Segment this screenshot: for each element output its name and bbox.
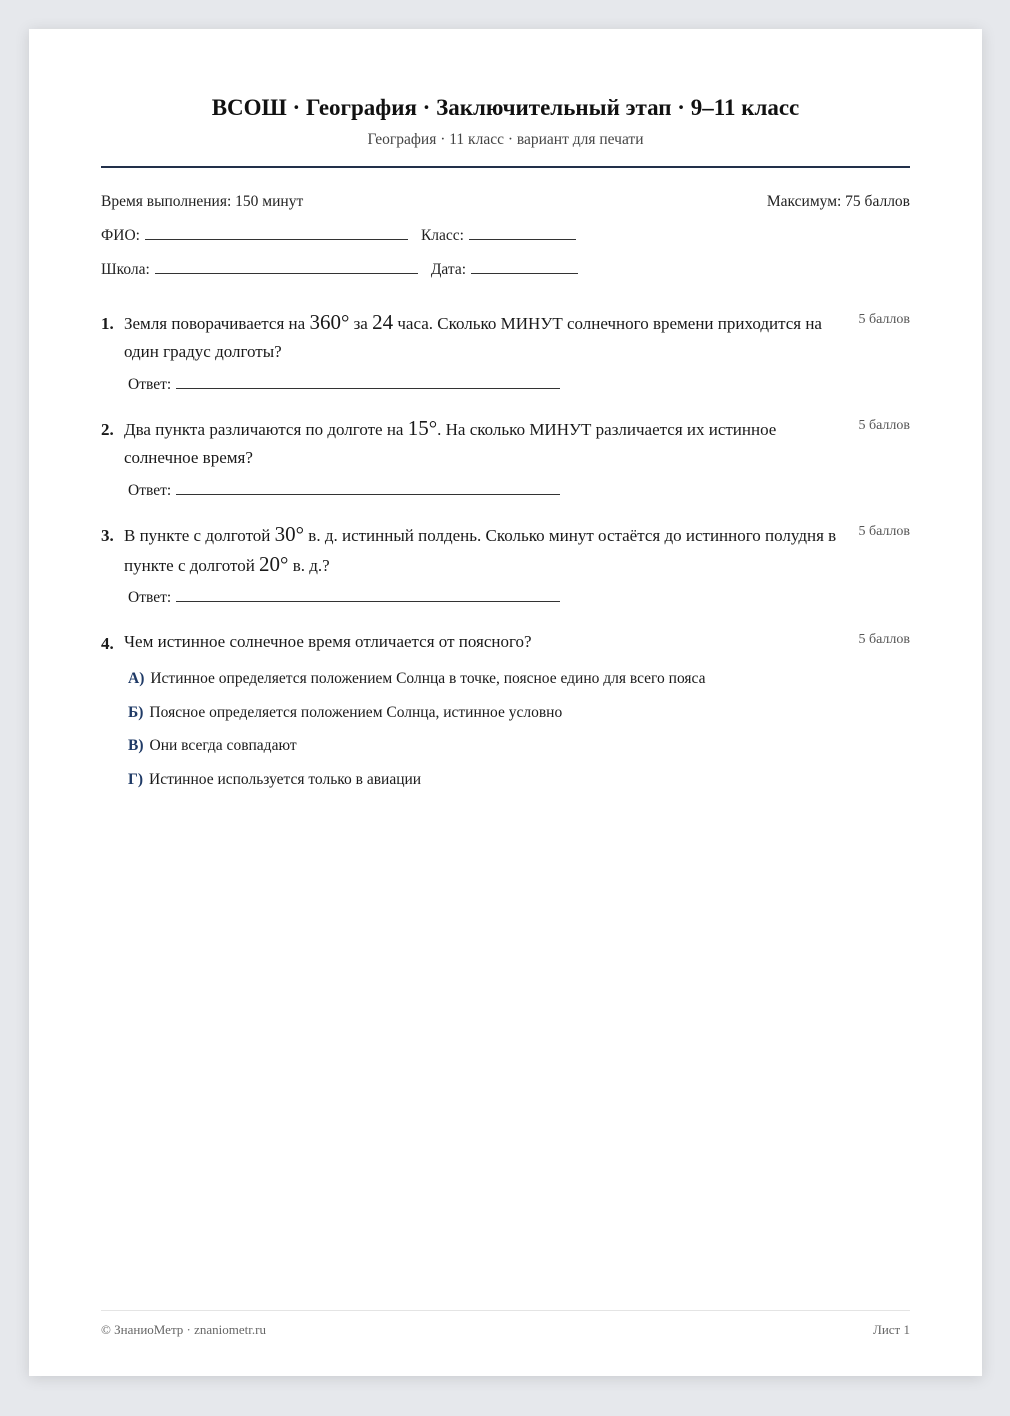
question-points: 5 баллов (858, 312, 910, 327)
answer-label: Ответ: (128, 589, 172, 606)
page-footer (101, 1322, 910, 1338)
meta-row (101, 193, 910, 211)
option-a[interactable]: А) Истинное определяется положением Солнца в точке, поясное едино для всего пояса (128, 670, 706, 687)
date-field[interactable] (471, 259, 578, 274)
question-text: В пункте с долготой 30° в. д. истинный полдень. Сколько минут остаётся до истинного полудня в пункте с долготой 20° в. д.? (124, 522, 837, 576)
form-row-1 (101, 225, 576, 245)
footer-divider (101, 1310, 910, 1311)
form-row-2 (101, 259, 578, 279)
page-subtitle: География · 11 класс · вариант для печати (367, 131, 644, 148)
time-limit: Время выполнения: 150 минут (101, 193, 304, 210)
question-text: Два пункта различаются по долготе на 15°. На сколько МИНУТ различается их истинное солнечное время? (124, 416, 777, 467)
answer-row (128, 480, 560, 500)
fio-label: ФИО: (101, 227, 140, 244)
answer-label: Ответ: (128, 376, 172, 393)
footer-copyright: © ЗнаниоМетр · znaniometr.ru (101, 1322, 266, 1337)
answer-field[interactable] (176, 587, 560, 602)
question-points: 5 баллов (858, 418, 910, 433)
fio-field[interactable] (145, 225, 408, 240)
page-number: Лист 1 (873, 1322, 910, 1337)
header-divider (101, 166, 910, 168)
question-number: 3. (101, 526, 114, 545)
question-number: 4. (101, 634, 114, 653)
question-text: Земля поворачивается на 360° за 24 часа. Сколько МИНУТ солнечного времени приходится на один градус долготы? (124, 310, 822, 361)
question-points: 5 баллов (858, 632, 910, 647)
max-score: Максимум: 75 баллов (766, 193, 910, 210)
option-d[interactable]: Г) Истинное используется только в авиации (128, 771, 422, 788)
date-label: Дата: (430, 261, 467, 278)
answer-row (128, 587, 560, 607)
answer-row (128, 374, 560, 394)
question-text: Чем истинное солнечное время отличается от поясного? (124, 632, 532, 651)
exam-sheet (29, 29, 982, 1376)
answer-field[interactable] (176, 374, 560, 389)
class-label: Класс: (420, 227, 464, 244)
school-field[interactable] (155, 259, 418, 274)
question-number: 1. (101, 314, 114, 333)
class-field[interactable] (469, 225, 576, 240)
question-points: 5 баллов (858, 524, 910, 539)
page-title: ВСОШ · География · Заключительный этап · 9–11 класс (211, 95, 800, 120)
answer-label: Ответ: (128, 482, 172, 499)
school-label: Школа: (101, 261, 150, 278)
option-c[interactable]: В) Они всегда совпадают (128, 737, 297, 754)
option-b[interactable]: Б) Поясное определяется положением Солнца, истинное условно (128, 704, 563, 721)
question-number: 2. (101, 420, 114, 439)
answer-field[interactable] (176, 480, 560, 495)
